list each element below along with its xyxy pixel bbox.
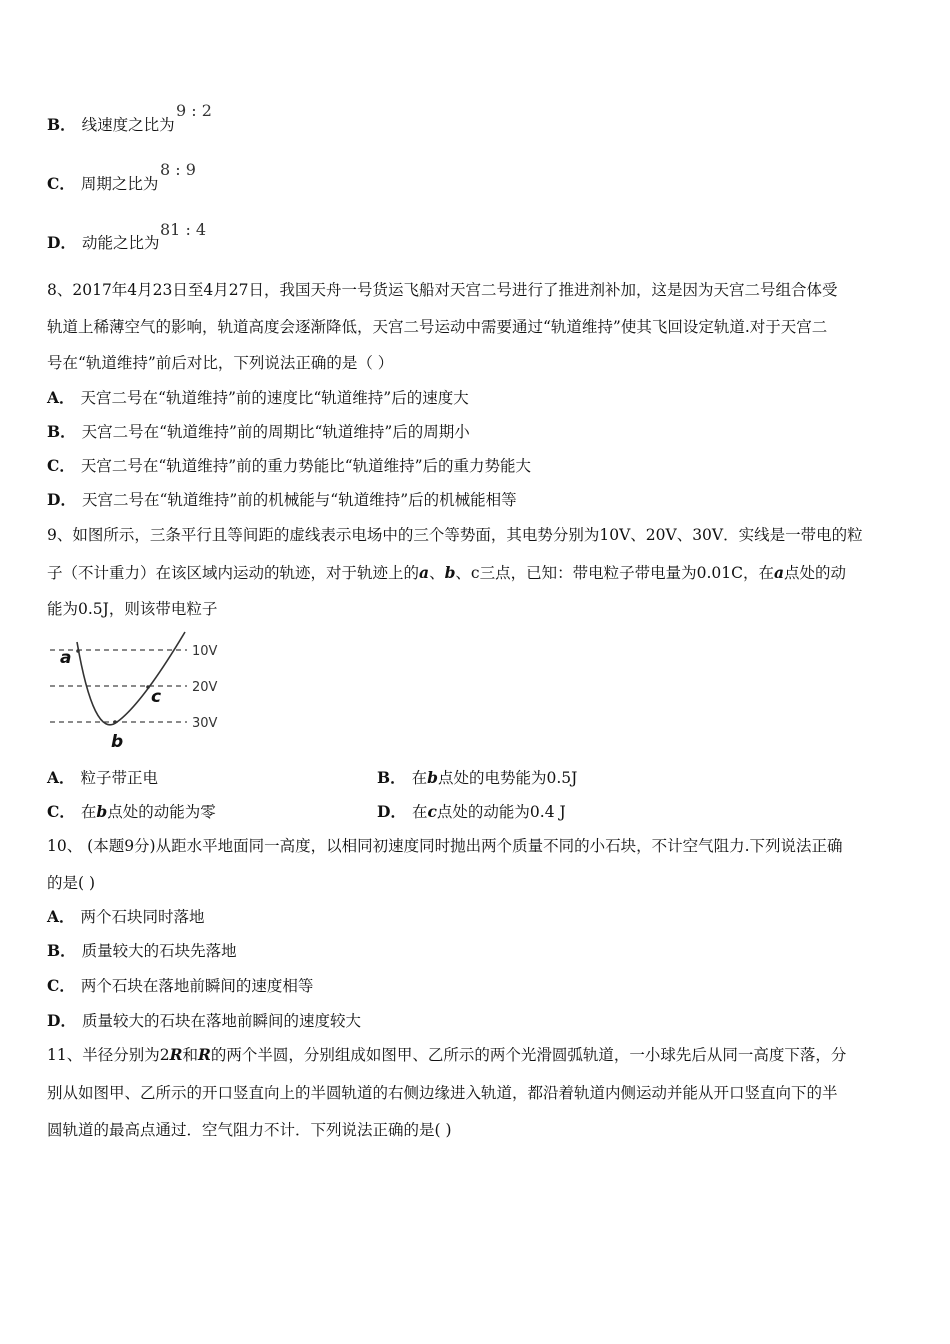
- q8-option-a: [47, 388, 469, 408]
- text-span: 点处的动: [784, 564, 847, 582]
- option-text: 粒子带正电: [80, 769, 159, 787]
- option-var: b: [427, 768, 438, 787]
- point-b-dot: [113, 720, 117, 724]
- option-text: 在: [411, 803, 428, 821]
- option-text: 点处的电势能为0.5J: [437, 769, 578, 787]
- q11-stem-line2: 别从如图甲、乙所示的开口竖直向上的半圆轨道的右侧边缘进入轨道，都沿着轨道内侧运动并能从开口竖直向下的半: [47, 1084, 838, 1102]
- var-r: R: [169, 1045, 183, 1064]
- option-text: 点处的动能为0.4 J: [436, 803, 566, 821]
- option-text: 在: [80, 803, 97, 821]
- q7-option-c-ratio: 8 : 9: [160, 160, 196, 179]
- option-label: A．: [47, 388, 75, 407]
- option-text: 周期之比为: [80, 175, 159, 193]
- q9-stem-line1: 9、如图所示，三条平行且等间距的虚线表示电场中的三个等势面，其电势分别为10V、20V、30V．实线是一带电的粒: [47, 526, 863, 544]
- option-label: B．: [377, 768, 406, 787]
- q9-option-a: [47, 768, 158, 788]
- q8-option-d: [47, 490, 517, 510]
- q10-option-d: [47, 1011, 361, 1031]
- option-label: B．: [47, 941, 76, 960]
- q7-option-c: [47, 174, 158, 194]
- text-span: 11、半径分别为2: [47, 1046, 170, 1064]
- q9-option-b: [377, 768, 577, 788]
- level-label-10v: 10V: [192, 644, 218, 659]
- option-label: B．: [47, 422, 76, 441]
- text-span: 的两个半圆，分别组成如图甲、乙所示的两个光滑圆弧轨道，一小球先后从同一高度下落，分: [210, 1046, 847, 1064]
- q8-option-c: [47, 456, 531, 476]
- q10-option-c: [47, 976, 313, 996]
- option-label: D．: [47, 233, 76, 252]
- var-b: b: [444, 563, 456, 582]
- var-r: R: [198, 1045, 211, 1064]
- q10-option-a: [47, 907, 205, 927]
- text-span: 、c三点，已知：带电粒子带电量为0.01C，在: [455, 564, 774, 582]
- option-label: D．: [47, 1011, 76, 1030]
- q8-stem-line1: 8、2017年4月23日至4月27日，我国天舟一号货运飞船对天宫二号进行了推进剂补加，这是因为天宫二号组合体受: [47, 281, 838, 299]
- q10-option-b: [47, 941, 237, 961]
- q8-option-b: [47, 422, 470, 442]
- var-a: a: [419, 563, 430, 582]
- option-label: A．: [47, 768, 75, 787]
- option-label: A．: [47, 907, 75, 926]
- level-label-20v: 20V: [192, 680, 218, 695]
- q8-stem-line3: 号在“轨道维持”前后对比，下列说法正确的是（ ）: [47, 354, 394, 372]
- option-text: 点处的动能为零: [107, 803, 216, 821]
- point-a-label: a: [60, 648, 72, 668]
- option-text: 天宫二号在“轨道维持”前的周期比“轨道维持”后的周期小: [81, 423, 470, 441]
- equipotential-figure: [47, 630, 237, 755]
- option-label: C．: [47, 976, 75, 995]
- point-c-dot: [146, 685, 150, 689]
- q7-option-b-ratio: 9 : 2: [176, 101, 212, 120]
- option-label: C．: [47, 802, 75, 821]
- option-var: c: [427, 802, 437, 821]
- option-text: 质量较大的石块先落地: [81, 942, 237, 960]
- option-label: C．: [47, 174, 75, 193]
- text-span: 、: [429, 564, 445, 582]
- option-text: 天宫二号在“轨道维持”前的速度比“轨道维持”后的速度大: [80, 389, 469, 407]
- option-label: C．: [47, 456, 75, 475]
- option-text: 动能之比为: [81, 234, 160, 252]
- point-c-label: c: [151, 687, 162, 707]
- var-a: a: [773, 563, 785, 582]
- text-span: 子（不计重力）在该区域内运动的轨迹，对于轨迹上的: [47, 564, 420, 582]
- point-b-label: b: [111, 732, 124, 752]
- q7-option-d: [47, 233, 159, 253]
- option-label: B．: [47, 115, 76, 134]
- q8-stem-line2: 轨道上稀薄空气的影响，轨道高度会逐渐降低，天宫二号运动中需要通过“轨道维持”使其飞回设定轨道.对于天宫二: [47, 318, 828, 336]
- option-text: 两个石块在落地前瞬间的速度相等: [80, 977, 314, 995]
- q9-option-d: [377, 802, 566, 822]
- option-text: 两个石块同时落地: [80, 908, 205, 926]
- option-var: b: [96, 802, 108, 821]
- q9-option-c: [47, 802, 216, 822]
- option-text: 线速度之比为: [81, 116, 175, 134]
- option-text: 在: [411, 769, 428, 787]
- option-label: D．: [377, 802, 406, 821]
- q11-stem-line1: [47, 1045, 846, 1065]
- q9-stem-line2: [47, 563, 846, 583]
- q9-stem-line3: 能为0.5J，则该带电粒子: [47, 600, 218, 618]
- q10-stem-line1: 10、 (本题9分)从距水平地面同一高度，以相同初速度同时抛出两个质量不同的小石块，不计空气阻力.下列说法正确: [47, 837, 843, 855]
- q11-stem-line3: 圆轨道的最高点通过．空气阻力不计．下列说法正确的是( ): [47, 1121, 452, 1139]
- option-text: 天宫二号在“轨道维持”前的重力势能比“轨道维持”后的重力势能大: [80, 457, 532, 475]
- text-span: 和: [182, 1046, 198, 1064]
- level-label-30v: 30V: [192, 716, 218, 731]
- point-a-dot: [76, 649, 80, 653]
- q10-stem-line2: 的是( ): [47, 874, 96, 892]
- option-text: 天宫二号在“轨道维持”前的机械能与“轨道维持”后的机械能相等: [81, 491, 517, 509]
- option-label: D．: [47, 490, 76, 509]
- particle-trajectory: [77, 632, 185, 725]
- q7-option-b: [47, 115, 175, 135]
- option-text: 质量较大的石块在落地前瞬间的速度较大: [81, 1012, 361, 1030]
- q7-option-d-ratio: 81 : 4: [160, 220, 207, 239]
